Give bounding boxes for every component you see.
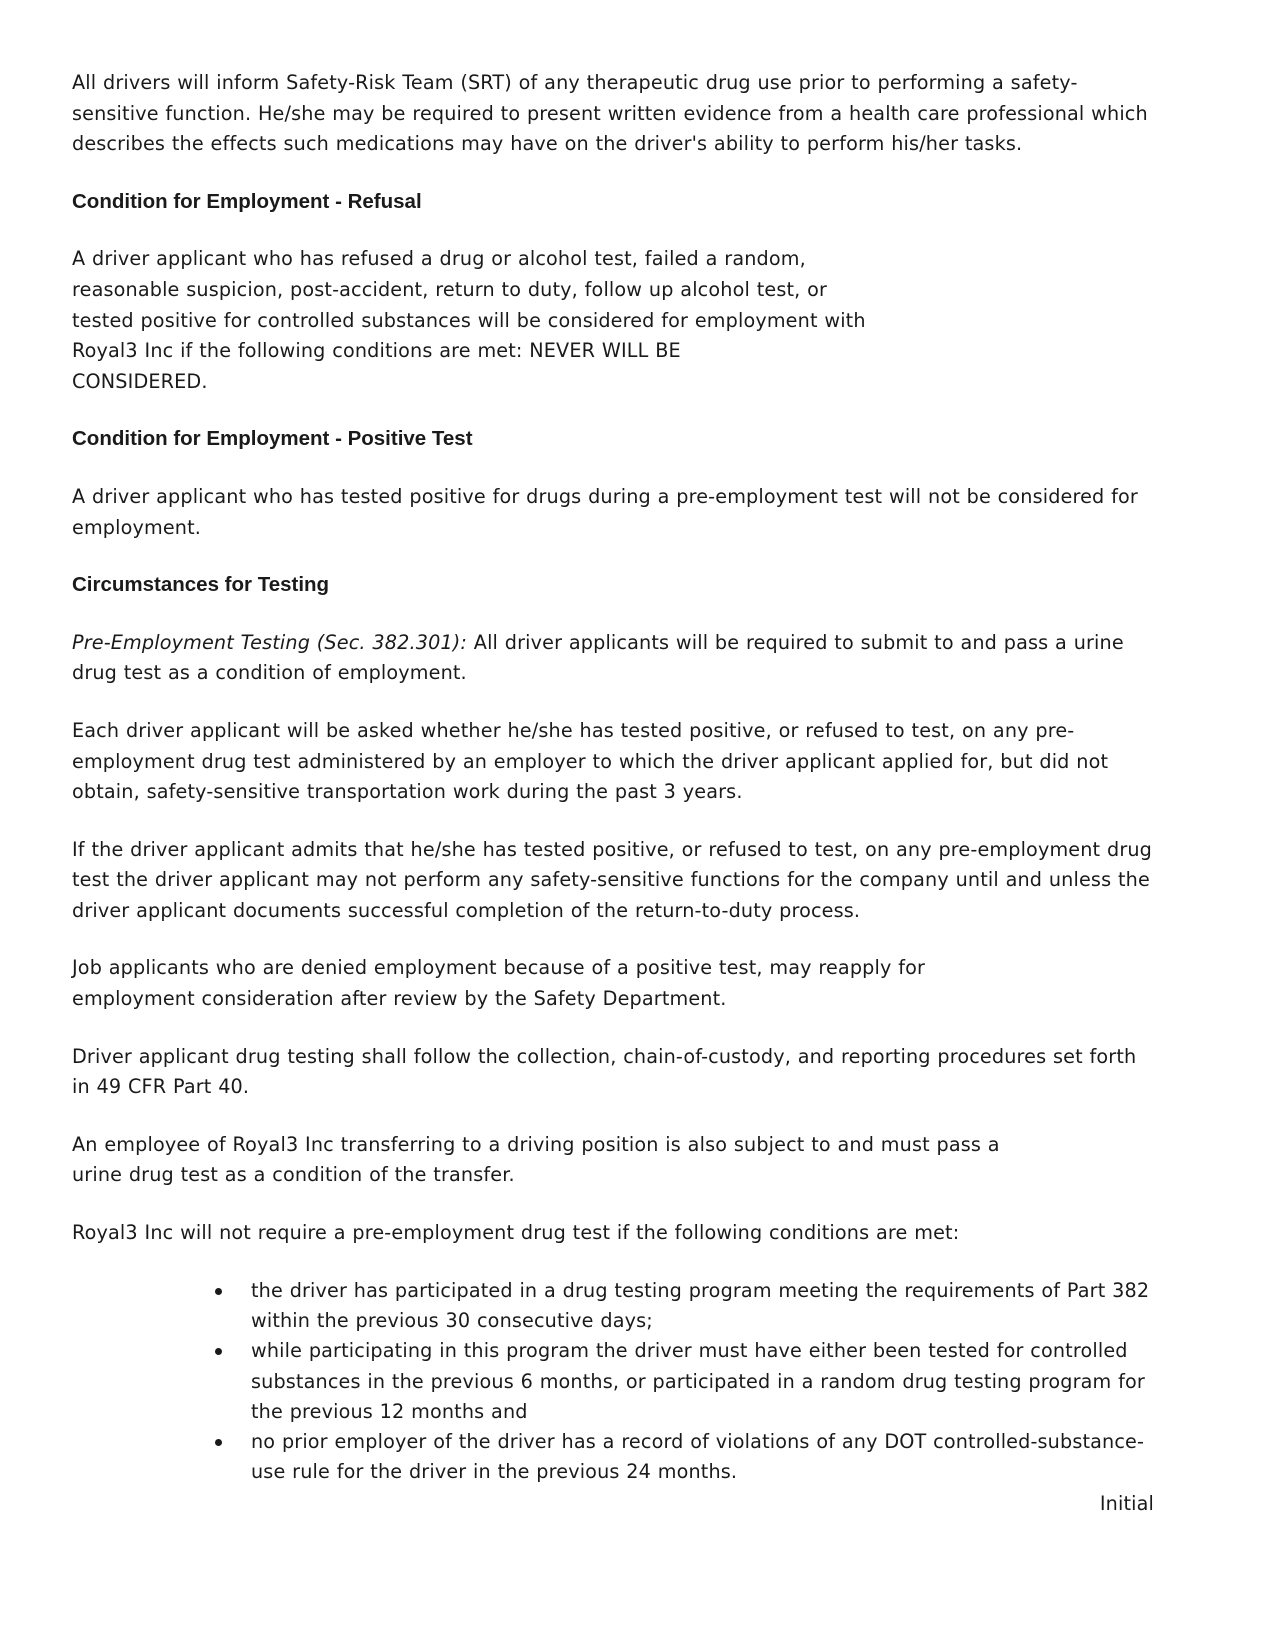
pre-employment-text: All driver applicants will be required to submit to and pass a urine drug test as a condition of employment. xyxy=(72,630,1124,685)
list-item-text: while participating in this program the driver must have either been tested for controlled substances in the previous 6 months, or participated in a random drug testing program for the previous 12 months and xyxy=(251,1339,1145,1423)
circumstances-heading: Circumstances for Testing xyxy=(72,573,330,597)
collection-paragraph: Driver applicant drug testing shall follow the collection, chain-of-custody, and reporting procedures set forth in 49 CFR Part 40. xyxy=(72,1044,1137,1099)
initial-label: Initial xyxy=(1099,1492,1154,1515)
bullet-icon xyxy=(215,1439,222,1446)
pre-employment-paragraph xyxy=(72,628,1157,689)
bullet-icon xyxy=(215,1288,222,1295)
positive-test-heading: Condition for Employment - Positive Test xyxy=(72,427,473,451)
document-page xyxy=(72,68,1157,1488)
refusal-paragraph-continuation: CONSIDERED. xyxy=(72,369,208,393)
admits-paragraph: If the driver applicant admits that he/she has tested positive, or refused to test, on any pre-employment drug test the driver applicant may not perform any safety-sensitive functions for the company until and unless the driver applicant documents successful completion of the return-to-duty process. xyxy=(72,837,1152,922)
refusal-heading: Condition for Employment - Refusal xyxy=(72,189,422,213)
list-item-text: the driver has participated in a drug testing program meeting the requirements of Part 382 within the previous 30 consecutive days; xyxy=(251,1278,1150,1332)
asked-whether-paragraph: Each driver applicant will be asked whether he/she has tested positive, or refused to test, on any pre-employment drug test administered by an employer to which the driver applicant applied for, but did not obtain, safety-sensitive transportation work during the past 3 years. xyxy=(72,718,1109,804)
bullet-icon xyxy=(215,1348,222,1355)
positive-test-paragraph: A driver applicant who has tested positive for drugs during a pre-employment test will not be considered for employment. xyxy=(72,484,1138,539)
refusal-paragraph-text: A driver applicant who has refused a drug or alcohol test, failed a random, reasonable suspicion, post-accident, return to duty, follow up alcohol test, or tested positive for controlled substances will be considered for employment with Royal3 Inc if the following conditions are met: NEVER WILL BE xyxy=(72,247,866,363)
reapply-paragraph: Job applicants who are denied employment because of a positive test, may reapply for employment consideration after review by the Safety Department. xyxy=(72,956,926,1011)
list-item xyxy=(251,1427,1157,1488)
refusal-paragraph xyxy=(72,244,1157,397)
conditions-list xyxy=(251,1276,1157,1488)
not-require-paragraph: Royal3 Inc will not require a pre-employment drug test if the following conditions are met: xyxy=(72,1221,960,1245)
therapeutic-drug-paragraph: All drivers will inform Safety-Risk Team (SRT) of any therapeutic drug use prior to performing a safety-sensitive function. He/she may be required to present written evidence from a health care professional which describes the effects such medications may have on the driver's ability to perform his/her tasks. xyxy=(72,71,1148,156)
list-item-text: no prior employer of the driver has a record of violations of any DOT controlled-substance-use rule for the driver in the previous 24 months. xyxy=(251,1430,1145,1484)
pre-employment-label: Pre-Employment Testing (Sec. 382.301): xyxy=(72,630,468,654)
transfer-paragraph-continuation: urine drug test as a condition of the transfer. xyxy=(72,1163,515,1187)
list-item xyxy=(251,1276,1157,1337)
list-item xyxy=(251,1336,1157,1427)
transfer-paragraph xyxy=(72,1130,1157,1191)
transfer-paragraph-text: An employee of Royal3 Inc transferring to a driving position is also subject to and must pass a xyxy=(72,1132,1000,1156)
